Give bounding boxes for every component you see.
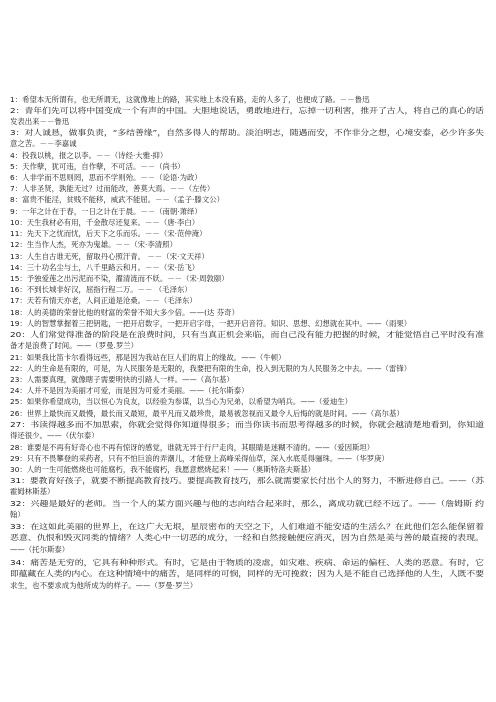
quote-line: 32：兴趣是最好的老师。当一个人的某方面兴趣与他的志向结合起来时，那么，离成功就已经不远了。——（詹姆斯 约 (10, 499, 484, 508)
quote-line: 30：人的一生可能燃烧也可能腐朽，我不能腐朽，我愿意燃烧起来！——（奥斯特洛夫斯基） (10, 465, 316, 474)
quote-line: 31：要教育好孩子，就要不断提高教育技巧。要提高教育技巧，那么就需要家长付出个人的努力，不断进修自己。——（苏 (10, 476, 484, 485)
quote-line: 27：书读得越多而不加思索，你就会觉得你知道得很多；而当你读书而思考得越多的时候，你就会越清楚地看到，你知道 (10, 420, 484, 429)
quote-line: 8：富贵不能淫，贫贱不能移，威武不能屈。－－（孟子·滕文公） (10, 195, 224, 204)
quote-line: 11：先天下之忧而忧，后天下之乐而乐。－－（宋·范仲淹） (10, 229, 207, 238)
quote-line: 备才是浪费了时间。——（罗曼.罗兰） (10, 341, 138, 351)
quote-line: 19：人的智慧掌握着三把钥匙，一把开启数字，一把开启字母，一把开启音符。知识、思想、幻想就在其中。——（雨果） (10, 319, 412, 328)
quote-line: 12：生当作人杰，死亦为鬼雄。－－（宋·李清照） (10, 240, 177, 249)
quote-line: 1：希望本无所谓有，也无所谓无，这就像地上的路，其实地上本没有路，走的人多了，也便成了路。－－鲁迅 (10, 95, 370, 104)
quote-line: 25：如果你希望成功，当以恒心为良友，以经验为参谋，以当心为兄弟，以希望为哨兵。——（爱迪生） (10, 397, 352, 406)
quote-line: 34：痛苦是无穷的，它具有种种形式。有时，它是由于物质的凌虐，如灾难、疾病、命运的偏枉、人类的恶意。有时，它 (10, 558, 484, 567)
quote-line: 16：不到长城非好汉，屈指行程二万。－－ （毛泽东） (10, 285, 192, 294)
quote-line: 17：天若有情天亦老，人间正道是沧桑。－－（毛泽东） (10, 296, 197, 305)
quote-line: 33：在这如此美丽的世界上，在这广大无垠，星辰密布的天空之下，人们难道不能安适的生活么？在此他们怎么能保留着 (10, 522, 484, 531)
quote-line: 翰） (10, 510, 25, 520)
quote-line: 28：谁要是不再有好奇心也不再有惊讶的感觉，谁就无异于行尸走肉，其眼睛是迷糊不清的。——（爱因斯坦） (10, 443, 375, 452)
quote-line: 21：如果我比笛卡尔看得远些，那是因为我站在巨人们的肩上的缘故。——（牛顿） (10, 353, 286, 362)
quote-line: 6：人非学而不思则罔，思而不学则殆。－－（论语·为政） (10, 173, 202, 182)
quote-line: 29：只有不畏攀登的采药者，只有不怕巨浪的弄潮儿，才能登上高峰采得仙草，深入水底觅得骊珠。——（华罗庚） (10, 454, 389, 463)
quote-line: 15：予独爱莲之出污泥而不染，濯清涟而不妖。－－（宋·周敦颐） (10, 274, 229, 283)
quote-line: 意之苦。－－李嘉诚 (10, 139, 77, 149)
quote-line: 9：一年之计在于春，一日之计在于晨。－－（南朝·萧绎） (10, 207, 202, 216)
quote-line: 7：人非圣贤，孰能无过？过而能改，善莫大焉。－－（左传） (10, 184, 215, 193)
quote-line: 求生，也不要求成为他所成为的样子。——（罗曼·罗兰） (10, 580, 198, 590)
quote-line: 10：天生我材必有用，千金散尽还复来。－－（唐·李白） (10, 218, 200, 227)
quote-line: 26：世界上最快而又最慢，最长而又最短，最平凡而又最珍贵，最易被忽视而又最令人后悔的就是时间。——（高尔基） (10, 409, 404, 418)
quote-line: ——（托尔斯泰） (10, 544, 70, 554)
quote-line: 5：天作孽，犹可违，自作孽，不可活。－－（尚书） (10, 162, 185, 171)
quote-line: 18：人的美德的荣誉比他的财富的荣誉不知大多少倍。——(达 芬奇） (10, 308, 239, 317)
quote-line: 恶意、仇恨和毁灭同类的情绪？人类心中一切恶的成分，一经和自然接触便应消灭，因为自然是美与善的最直接的表现。 (10, 533, 485, 543)
quote-line: 3：对人诚恳，做事负责，“多结善缘”，自然多得人的帮助。淡泊明志，随遇而安，不作非分之想，心境安泰，必少许多失 (10, 128, 485, 137)
quote-line: 23：人需要真理，就像瞎子需要明快的引路人一样。——（高尔基） (10, 375, 234, 384)
quote-line: 4：投我以桃，报之以李。－－（诗经·大雅·抑） (10, 151, 168, 160)
quote-line: 13：人生自古谁无死，留取丹心照汗青。 －－（宋·文天祥） (10, 252, 209, 261)
quote-line: 14：三十功名尘与土，八千里路云和月。－－（宋·岳飞） (10, 263, 200, 272)
quote-line: 20：人们常觉得准备的阶段是在浪费时间，只有当真正机会来临，而自己没有能力把握的时候，才能觉悟自己平时没有准 (10, 330, 484, 339)
quote-line: 即蕴藏在人类的内心。在这种情境中的痛苦，是同样的可悯，同样的无可挽救；因为人是不能自己选择他的人生，人既不要 (10, 569, 484, 579)
quote-line: 得还很少。——（伏尔泰） (10, 431, 99, 441)
quote-line: 24：人并不是因为美丽才可爱，而是因为可爱才美丽。——（托尔斯泰） (10, 386, 249, 395)
quote-line: 22：人的生命是有限的，可是，为人民服务是无限的，我要把有限的生命，投入到无限的为人民服务之中去。——（雷锋） (10, 364, 412, 373)
quote-line: 霍姆林斯基） (10, 487, 55, 497)
quote-line: 2：青年们先可以将中国变成一个有声的中国。大胆地说话，勇敢地进行，忘掉一切利害，推开了古人，将自己的真心的话 (10, 106, 484, 115)
quote-line: 发表出来－－鲁迅 (10, 117, 70, 127)
